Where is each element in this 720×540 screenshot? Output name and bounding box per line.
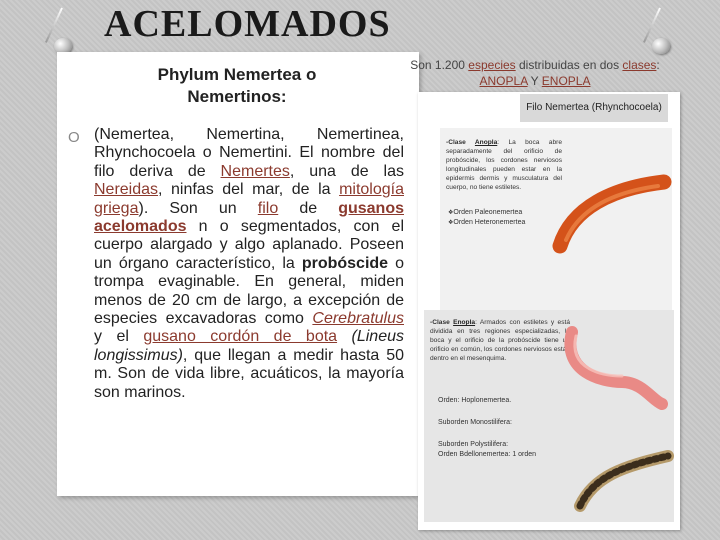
body-text-run: o trompa evaginable. En general, miden menos de 20 cm de largo, a excepción de especies excavadoras como <box>94 254 405 328</box>
anopla-orders <box>448 208 525 228</box>
spotted-worm-image <box>574 436 674 516</box>
body-text-run: , ninfas del mar, de la <box>158 181 340 199</box>
classes-joiner: Y <box>527 74 542 88</box>
pink-worm-image <box>562 312 674 422</box>
orange-worm-image <box>552 168 672 258</box>
enopla-description <box>430 318 570 363</box>
body-link[interactable]: gusano cordón de bota <box>143 328 338 346</box>
slide-title: ACELOMADOS <box>104 3 391 45</box>
enopla-order-2: Suborden Monostilifera: <box>438 419 512 426</box>
classes-note-prefix: Son 1.200 <box>410 58 469 72</box>
enopla-order-1: Orden: Hoplonemertea. <box>438 397 512 404</box>
body-link[interactable]: acelomados <box>94 218 187 236</box>
body-text-run <box>337 328 351 345</box>
link-clases[interactable]: clases <box>622 58 657 72</box>
link-especies[interactable]: especies <box>468 58 516 72</box>
body-text-run: n o segmentados, con el cuerpo alargado y algo aplanado. Poseen un órgano característico, la <box>94 218 404 272</box>
bullet-icon: O <box>68 129 80 146</box>
panel-header: Filo Nemertea (Rhynchocoela) <box>520 94 668 122</box>
body-link[interactable]: gusanos <box>338 199 404 217</box>
anopla-name[interactable]: Anopla <box>474 139 498 146</box>
nemertea-image-panel <box>418 92 680 530</box>
enopla-order-3: Suborden Polystilifera: <box>438 441 509 448</box>
anopla-text: : La boca abre separadamente del orificio de probóscide, los cordones nerviosos longitudinales pueden estar en la epidermis dermis y musculatura del cuerpo, no tiene estiletes. <box>446 139 562 191</box>
classes-note-mid: distribuidas en dos <box>515 58 623 72</box>
body-link[interactable]: Nereidas <box>94 181 159 199</box>
enopla-label: -Clase <box>430 319 450 326</box>
body-paragraph <box>94 126 404 402</box>
body-text-run: ). Son un <box>138 199 258 217</box>
link-anopla[interactable]: ANOPLA <box>479 74 528 88</box>
text-card <box>57 52 419 496</box>
enopla-orders <box>438 396 536 460</box>
anopla-description <box>446 138 562 192</box>
card-subtitle: Phylum Nemertea o Nemertinos: <box>157 65 317 106</box>
pink-worm-body <box>570 332 662 404</box>
body-link[interactable]: mitología griega <box>94 181 404 217</box>
enopla-name[interactable]: Enopla <box>453 319 476 326</box>
anopla-order-2: ❖ Orden Heteronemertea <box>448 218 525 228</box>
enopla-section <box>424 310 674 522</box>
anopla-order-1: ❖ Orden Paleonemertea <box>448 208 525 218</box>
body-text-run: , una de las <box>289 162 404 180</box>
body-text-run: , que llegan a medir hasta 50 m. Son de vida libre, acuáticos, la mayoría son marinos. <box>94 346 404 401</box>
classes-note-suffix: : <box>656 58 660 72</box>
body-link[interactable]: Nemertes <box>220 162 290 180</box>
orange-worm-body <box>560 182 664 246</box>
anopla-label: -Clase <box>446 139 466 146</box>
body-text-run: de <box>278 199 339 217</box>
enopla-order-4: Orden Bdellonemertea: 1 orden <box>438 451 537 458</box>
classes-note <box>385 57 685 89</box>
body-text-run: y el <box>94 328 144 346</box>
body-text-run: (Nemertea, Nemertina, Nemertinea, Rhynchocoela o Nemertini. El nombre del filo deriva de <box>94 126 404 180</box>
link-enopla[interactable]: ENOPLA <box>541 74 591 88</box>
enopla-text: : Armados con estiletes y está dividida en tres regiones especializadas, la boca y el orificio de la probóscide tiene un orificio en común, los cordones nerviosos están dentro en el mesenquima. <box>430 319 570 362</box>
spotted-worm-body <box>580 456 668 506</box>
body-text-run: probóscide <box>301 254 389 272</box>
body-link[interactable]: filo <box>257 199 279 217</box>
body-text-run: (Lineus longissimus) <box>94 328 404 364</box>
body-link[interactable]: Cerebratulus <box>312 310 404 328</box>
